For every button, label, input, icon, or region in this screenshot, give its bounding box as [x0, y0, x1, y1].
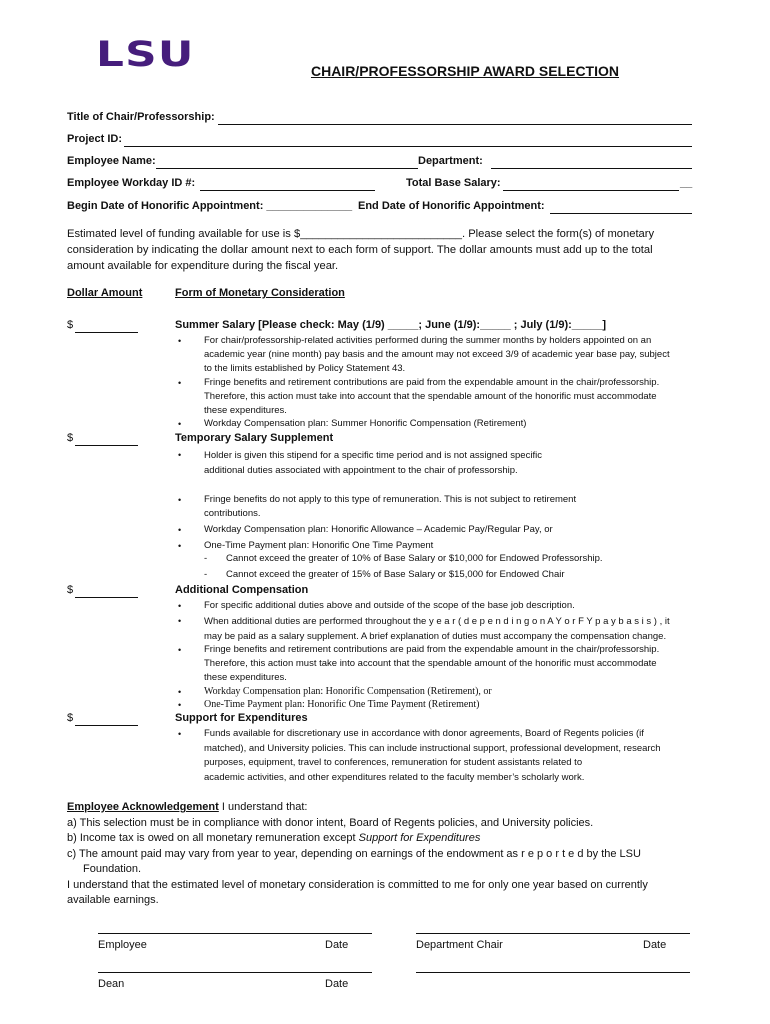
additional-bullet-4: Workday Compensation plan: Honorific Compensation (Retirement), or: [204, 686, 492, 697]
text-line: Fringe benefits and retirement contributions are paid from the expendable amount in the chair/professorship.: [204, 644, 660, 655]
text-line: Therefore, this action must take into account that the spendable amount of the honorific must accommodate: [204, 658, 657, 669]
end-date-input-line[interactable]: [550, 213, 692, 214]
summer-amount-input[interactable]: [75, 332, 138, 333]
summer-bullet-1: [204, 334, 734, 376]
title-chair-input-line[interactable]: [218, 124, 692, 125]
dean-date-label: Date: [325, 978, 349, 990]
support-bullet-1: [204, 727, 734, 785]
additional-compensation-title: Additional Compensation: [175, 584, 309, 596]
bullet: •: [178, 525, 182, 535]
employee-signature-line[interactable]: [98, 933, 372, 934]
additional-dollar-sign: $: [67, 584, 74, 596]
extra-signature-line[interactable]: [416, 972, 690, 973]
employee-date-label: Date: [325, 939, 349, 951]
begin-date-label: Begin Date of Honorific Appointment: ______________: [67, 200, 353, 212]
text-line: additional duties associated with appointment to the chair of professorship.: [204, 465, 518, 476]
department-chair-label: Department Chair: [416, 939, 503, 951]
summer-bullet-2: [204, 376, 734, 418]
text-line: Therefore, this action must take into account that the spendable amount of the honorific must accommodate: [204, 391, 657, 402]
text-line: contributions.: [204, 508, 261, 519]
project-id-label: Project ID:: [67, 133, 123, 145]
total-base-salary-input-line[interactable]: [503, 190, 679, 191]
title-chair-label: Title of Chair/Professorship:: [67, 111, 215, 123]
bullet: •: [178, 541, 182, 551]
bullet: •: [178, 419, 182, 429]
additional-bullet-5: One-Time Payment plan: Honorific One Time Payment (Retirement): [204, 699, 480, 710]
intro-line: consideration by indicating the dollar amount next to each form of support. The dollar amounts must add up to the total: [67, 244, 653, 256]
text-line: purposes, equipment, travel to conferences, remuneration for student assistants related to: [204, 757, 583, 768]
temporary-dollar-sign: $: [67, 432, 74, 444]
temporary-bullet-3: Workday Compensation plan: Honorific Allowance – Academic Pay/Regular Pay, or: [204, 524, 553, 535]
additional-amount-input[interactable]: [75, 597, 138, 598]
text-line: to the limits established by Policy Statement 43.: [204, 363, 406, 374]
dash: -: [204, 553, 208, 564]
temporary-bullet-4: One-Time Payment plan: Honorific One Time Payment: [204, 540, 434, 551]
bullet: •: [178, 601, 182, 611]
text-line: When additional duties are performed throughout the y e a r ( d e p e n d i n g o n A Y o r F Y p a y b a s i s ) , it: [204, 616, 670, 627]
acknowledgement-b: [67, 831, 707, 847]
acknowledgement-heading: Employee Acknowledgement: [67, 801, 219, 813]
text-line: these expenditures.: [204, 405, 287, 416]
end-date-label: End Date of Honorific Appointment:: [358, 200, 545, 212]
total-base-salary-label: Total Base Salary:: [406, 177, 501, 189]
additional-bullet-1: For specific additional duties above and outside of the scope of the base job description.: [204, 600, 575, 611]
workday-id-input-line[interactable]: [200, 190, 375, 191]
temporary-bullet-2: [204, 493, 734, 521]
text-span-italic: Support for Expenditures: [358, 832, 481, 844]
temporary-dash-2: Cannot exceed the greater of 15% of Base Salary or $15,000 for Endowed Chair: [226, 569, 565, 580]
bullet: •: [178, 645, 182, 655]
text-line: Fringe benefits do not apply to this type of remuneration. This is not subject to retirement: [204, 494, 577, 505]
bullet: •: [178, 687, 182, 697]
additional-bullet-3: [204, 643, 734, 685]
acknowledgement-c: c) The amount paid may vary from year to year, depending on earnings of the endowment as r e p o r t e d by the LSU: [67, 847, 641, 860]
text-line: academic year (nine month) pay basis and the amount may not exceed 3/9 of academic year base pay, subject: [204, 349, 670, 360]
employee-label: Employee: [98, 939, 147, 951]
acknowledgement-a: a) This selection must be in compliance with donor intent, Board of Regents policies, and University policies.: [67, 816, 594, 829]
dean-signature-line[interactable]: [98, 972, 372, 973]
acknowledgement-heading-line: [67, 800, 707, 816]
chair-signature-line[interactable]: [416, 933, 690, 934]
bullet: •: [178, 495, 182, 505]
additional-bullet-2: [204, 614, 734, 644]
bullet: •: [178, 450, 182, 460]
acknowledgement-final-cont: available earnings.: [67, 894, 159, 906]
department-input-line[interactable]: [491, 168, 692, 169]
temporary-dash-1: Cannot exceed the greater of 10% of Base Salary or $10,000 for Endowed Professorship.: [226, 553, 603, 564]
dollar-amount-header: Dollar Amount: [67, 287, 143, 299]
employee-name-label: Employee Name:: [67, 155, 156, 167]
total-base-salary-suffix: __: [680, 177, 693, 189]
text-line: Holder is given this stipend for a specific time period and is not assigned specific: [204, 450, 542, 461]
intro-line: Estimated level of funding available for use is $__________________________. Please select the form(s) of monetary: [67, 228, 655, 240]
bullet: •: [178, 700, 182, 710]
text-line: may be paid as a salary supplement. A brief explanation of duties must accompany the compensation change.: [204, 631, 667, 642]
acknowledgement-block: [67, 800, 707, 909]
temporary-amount-input[interactable]: [75, 445, 138, 446]
acknowledgement-final: I understand that the estimated level of monetary consideration is committed to me for only one year based on currently: [67, 878, 648, 891]
summer-dollar-sign: $: [67, 319, 74, 331]
lsu-logo: LSU: [96, 35, 195, 75]
department-label: Department:: [418, 155, 483, 167]
bullet: •: [178, 378, 182, 388]
employee-name-input-line[interactable]: [156, 168, 418, 169]
text-line: Fringe benefits and retirement contributions are paid from the expendable amount in the chair/professorship.: [204, 377, 660, 388]
dash: -: [204, 569, 208, 580]
acknowledgement-c-cont: Foundation.: [83, 863, 142, 875]
summer-bullet-3: Workday Compensation plan: Summer Honorific Compensation (Retirement): [204, 418, 527, 429]
form-header: Form of Monetary Consideration: [175, 287, 345, 299]
workday-id-label: Employee Workday ID #:: [67, 177, 196, 189]
text-line: academic activities, and other expenditures related to the faculty member’s scholarly work.: [204, 771, 585, 783]
acknowledgement-intro: I understand that:: [218, 801, 308, 813]
support-expenditures-title: Support for Expenditures: [175, 712, 308, 724]
text-line: these expenditures.: [204, 672, 287, 683]
project-id-input-line[interactable]: [124, 146, 692, 147]
text-span: b) Income tax is owed on all monetary remuneration except: [67, 832, 359, 844]
chair-date-label: Date: [643, 939, 667, 951]
support-dollar-sign: $: [67, 712, 74, 724]
temporary-bullet-1: [204, 448, 734, 478]
text-line: matched), and University policies. This can include instructional support, professional development, research: [204, 742, 661, 754]
intro-paragraph: [67, 226, 697, 274]
support-amount-input[interactable]: [75, 725, 138, 726]
text-line: For chair/professorship-related activities performed during the summer months by holders appointed on an: [204, 335, 652, 346]
bullet: •: [178, 729, 182, 739]
text-line: Funds available for discretionary use in accordance with donor agreements, Board of Regents policies (if: [204, 728, 644, 739]
bullet: •: [178, 336, 182, 346]
intro-line: amount available for expenditure during the fiscal year.: [67, 260, 339, 272]
temporary-salary-title: Temporary Salary Supplement: [175, 432, 334, 444]
summer-salary-title: Summer Salary [Please check: May (1/9) _____; June (1/9):_____ ; July (1/9):_____]: [175, 319, 607, 331]
page-title: CHAIR/PROFESSORSHIP AWARD SELECTION: [310, 63, 620, 79]
bullet: •: [178, 616, 182, 626]
dean-label: Dean: [98, 978, 125, 990]
